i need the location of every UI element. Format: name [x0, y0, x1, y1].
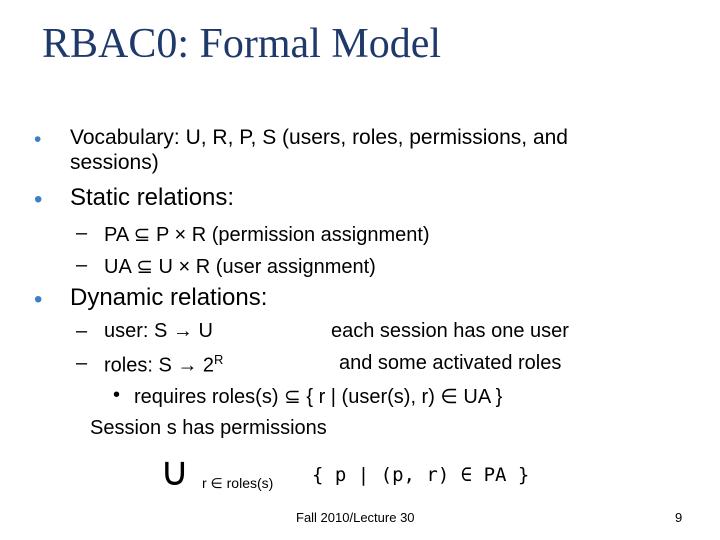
session-permissions-line: Session s has permissions — [90, 417, 327, 439]
static-relations-heading: Static relations: — [70, 184, 235, 211]
sub-bullet-dot: • — [113, 384, 121, 406]
vocabulary-line-2: sessions) — [70, 151, 159, 174]
user-function-note: each session has one user — [331, 320, 569, 342]
union-symbol: ∪ — [160, 449, 190, 495]
slide-title: RBAC0: Formal Model — [42, 21, 442, 67]
dash-marker: – — [76, 254, 88, 276]
bullet-dot: • — [34, 186, 43, 213]
roles-function-base: roles: S → 2 — [104, 354, 215, 377]
roles-function — [104, 352, 223, 378]
vocabulary-line-1: Vocabulary: U, R, P, S (users, roles, permissions, and — [70, 126, 568, 149]
ua-relation: UA ⊆ U × R (user assignment) — [104, 256, 376, 278]
user-function: user: S → U — [104, 320, 213, 342]
dash-marker: – — [76, 320, 88, 342]
bullet-dot: • — [34, 286, 43, 313]
dash-marker: – — [76, 352, 88, 374]
roles-function-superscript: R — [214, 352, 224, 367]
dash-marker: – — [76, 222, 88, 244]
union-subscript: r ∈ roles(s) — [202, 475, 274, 491]
pa-relation: PA ⊆ P × R (permission assignment) — [104, 224, 430, 246]
footer-text: Fall 2010/Lecture 30 — [296, 510, 415, 525]
page-number: 9 — [675, 510, 683, 525]
requires-roles-constraint: requires roles(s) ⊆ { r | (user(s), r) ∈ UA } — [134, 386, 503, 408]
dynamic-relations-heading: Dynamic relations: — [70, 284, 268, 311]
roles-function-note: and some activated roles — [339, 352, 562, 374]
bullet-dot: • — [34, 128, 42, 151]
union-set-expression: { p | (p, r) ∈ PA } — [312, 464, 530, 486]
